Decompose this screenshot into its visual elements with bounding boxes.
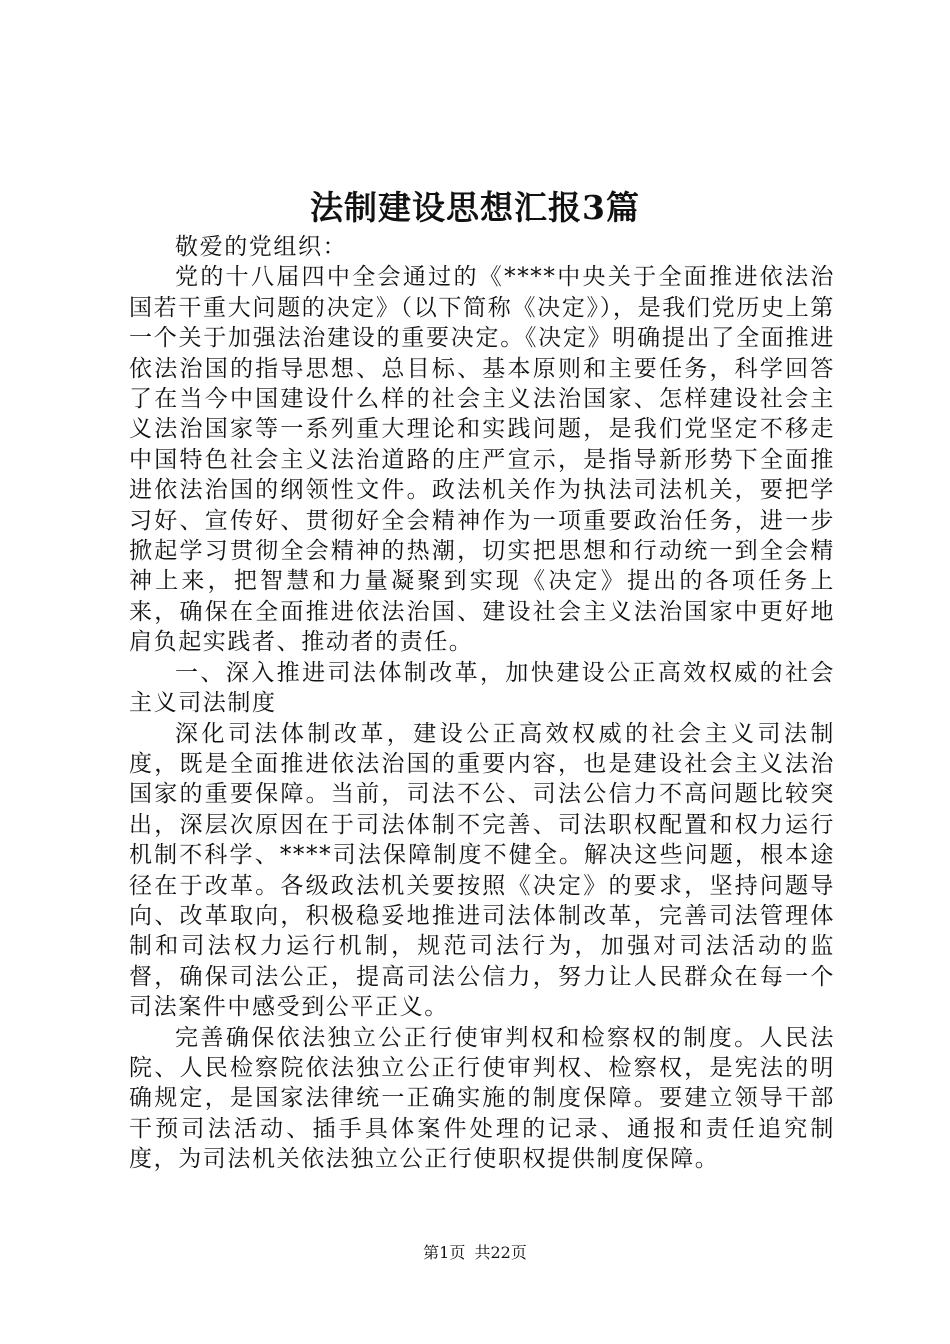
document-title: 法制建设思想汇报3篇 [310,188,640,227]
salutation: 敬爱的党组织： [175,234,348,260]
paragraph-intro: 党的十八届四中全会通过的《****中央关于全面推进依法治国若干重大问题的决定》（以下简称《决定》），是我们党历史上第一个关于加强法治建设的重要决定。《决定》明确提出了全面推进依法治国的指导思想、总目标、基本原则和主要任务，科学回答了在当今中国建设什么样的社会主义法治国家、怎样建设社会主义法治国家等一系列重大理论和实践问题，是我们党坚定不移走中国特色社会主义法治道路的庄严宣示，是指导新形势下全面推进依法治国的纲领性文件。政法机关作为执法司法机关，要把学习好、宣传好、贯彻好全会精神作为一项重要政治任务，进一步掀起学习贯彻全会精神的热潮，切实把思想和行动统一到全会精神上来，把智慧和力量凝聚到实现《决定》提出的各项任务上来，确保在全面推进依法治国、建设社会主义法治国家中更好地肩负起实践者、推动者的责任。 [129,264,835,656]
paragraph-independent-judiciary: 完善确保依法独立公正行使审判权和检察权的制度。人民法院、人民检察院依法独立公正行使审判权、检察权，是宪法的明确规定，是国家法律统一正确实施的制度保障。要建立领导干部干预司法活动、插手具体案件处理的记录、通报和责任追究制度，为司法机关依法独立公正行使职权提供制度保障。 [129,1024,835,1173]
page-number-total: 共22页 [474,1243,527,1262]
section-heading-1: 一、深入推进司法体制改革，加快建设公正高效权威的社会主义司法制度 [129,659,835,717]
document-body [129,232,835,1175]
page-number-current: 第1页 [423,1243,466,1262]
paragraph-judicial-reform: 深化司法体制改革，建设公正高效权威的社会主义司法制度，既是全面推进依法治国的重要内容，也是建设社会主义法治国家的重要保障。当前，司法不公、司法公信力不高问题比较突出，深层次原因在于司法体制不完善、司法职权配置和权力运行机制不科学、****司法保障制度不健全。解决这些问题，根本途径在于改革。各级政法机关要按照《决定》的要求，坚持问题导向、改革取向，积极稳妥地推进司法体制改革，完善司法管理体制和司法权力运行机制，规范司法行为，加强对司法活动的监督，确保司法公正，提高司法公信力，努力让人民群众在每一个司法案件中感受到公平正义。 [129,720,835,1021]
page-footer [0,1242,950,1264]
